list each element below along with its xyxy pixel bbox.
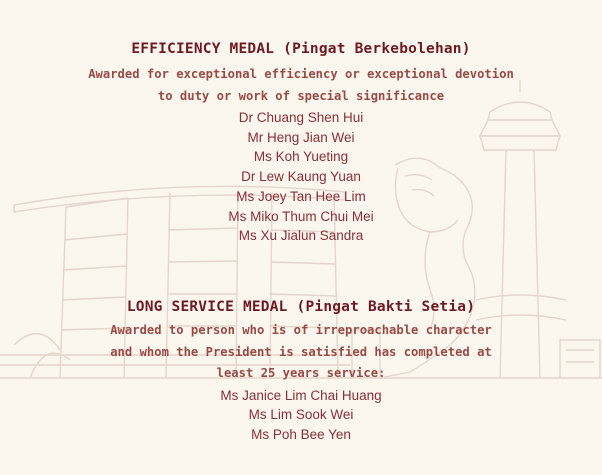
recipient-name: Ms Xu Jialun Sandra xyxy=(238,228,364,244)
section-description: Awarded to person who is of irreproachable character and whom the President is satisfied has completed at least 25 years service: xyxy=(110,323,492,380)
recipient-name: Ms Janice Lim Chai Huang xyxy=(220,387,382,403)
recipient-name: Ms Joey Tan Hee Lim xyxy=(236,188,366,204)
section-title: EFFICIENCY MEDAL (Pingat Berkebolehan) xyxy=(131,41,471,57)
section-title: LONG SERVICE MEDAL (Pingat Bakti Setia) xyxy=(126,299,476,315)
recipient-name: Ms Lim Sook Wei xyxy=(248,407,354,423)
recipient-name: Dr Lew Kaung Yuan xyxy=(241,169,361,185)
efficiency-medal-section xyxy=(0,40,602,246)
recipient-name: Ms Miko Thum Chui Mei xyxy=(228,208,374,224)
recipient-name: Dr Chuang Shen Hui xyxy=(238,110,364,125)
recipient-name: Mr Heng Jian Wei xyxy=(247,129,355,145)
section-description: Awarded for exceptional efficiency or exceptional devotion to duty or work of special significance xyxy=(88,67,514,103)
recipient-list xyxy=(0,386,602,445)
recipient-name: Ms Poh Bee Yen xyxy=(251,426,351,442)
recipient-list xyxy=(0,108,602,246)
long-service-medal-section xyxy=(0,298,602,445)
recipient-name: Ms Koh Yueting xyxy=(253,149,349,165)
